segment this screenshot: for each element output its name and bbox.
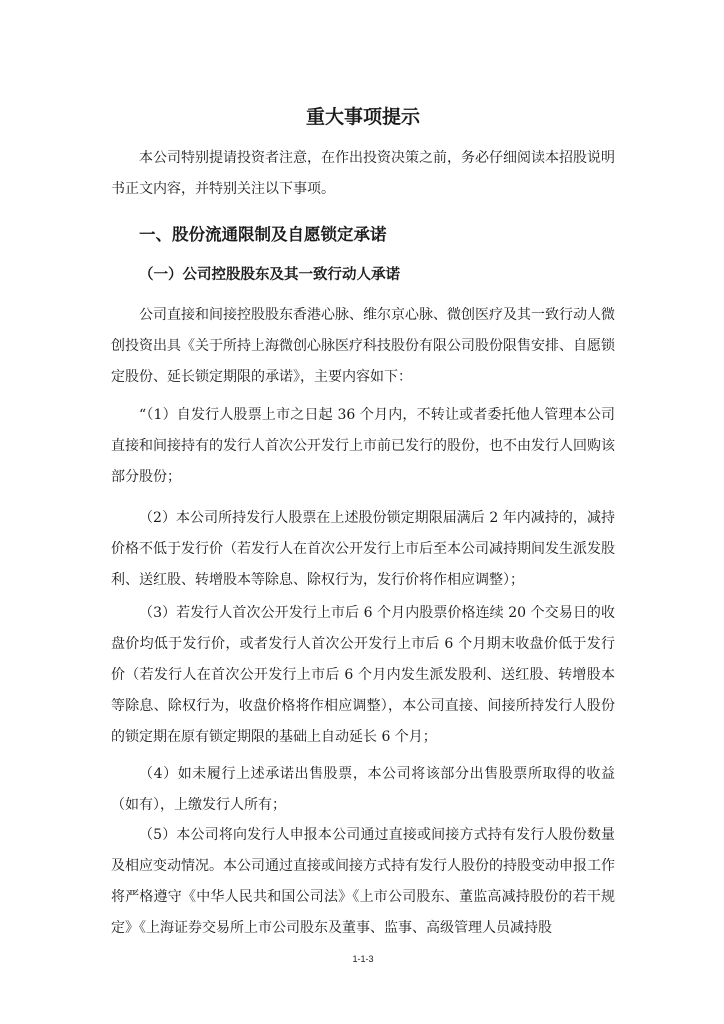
- commitment-paragraph-5: （5）本公司将向发行人申报本公司通过直接或间接方式持有发行人股份数量及相应变动情况。本公司通过直接或间接方式持有发行人股份的持股变动申报工作将严格遵守《中华人民共和国公司法》《上市公司股东、董监高减持股份的若干规定》《上海证券交易所上市公司股东及董事、监事、高级管理人员减持股: [111, 827, 615, 936]
- intro-paragraph: 本公司特别提请投资者注意，在作出投资决策之前，务必仔细阅读本招股说明书正文内容，并特别关注以下事项。: [111, 150, 615, 197]
- commitment-paragraph-4: （4）如未履行上述承诺出售股票，本公司将该部分出售股票所取得的收益（如有），上缴发行人所有；: [111, 766, 615, 813]
- page-number: 1-1-3: [352, 954, 374, 964]
- section-heading: 一、股份流通限制及自愿锁定承诺: [139, 225, 387, 244]
- subsection-intro-paragraph: 公司直接和间接控股股东香港心脉、维尔京心脉、微创医疗及其一致行动人微创投资出具《关于所持上海微创心脉医疗科技股份有限公司股份限售安排、自愿锁定股份、延长锁定期限的承诺》，主要内容如下：: [111, 307, 615, 385]
- subsection-heading: （一）公司控股股东及其一致行动人承诺: [139, 267, 400, 283]
- commitment-paragraph-3: （3）若发行人首次公开发行上市后 6 个月内股票价格连续 20 个交易日的收盘价均低于发行价，或者发行人首次公开发行上市后 6 个月期末收盘价低于发行价（若发行人在首次公开发行上市后 6 个月内发生派发股利、送红股、转增股本等除息、除权行为，收盘价格将作相应调整），本公司直接、间接所持发行人股份的锁定期在原有锁定期限的基础上自动延长 6 个月；: [111, 605, 615, 745]
- commitment-paragraph-2: （2）本公司所持发行人股票在上述股份锁定期限届满后 2 年内减持的，减持价格不低于发行价（若发行人在首次公开发行上市后至本公司减持期间发生派发股利、送红股、转增股本等除息、除权行为，发行价将作相应调整）；: [111, 510, 615, 588]
- commitment-paragraph-1: “（1）自发行人股票上市之日起 36 个月内，不转让或者委托他人管理本公司直接和间接持有的发行人首次公开发行上市前已发行的股份，也不由发行人回购该部分股份；: [111, 407, 615, 485]
- page-title: 重大事项提示: [305, 106, 420, 128]
